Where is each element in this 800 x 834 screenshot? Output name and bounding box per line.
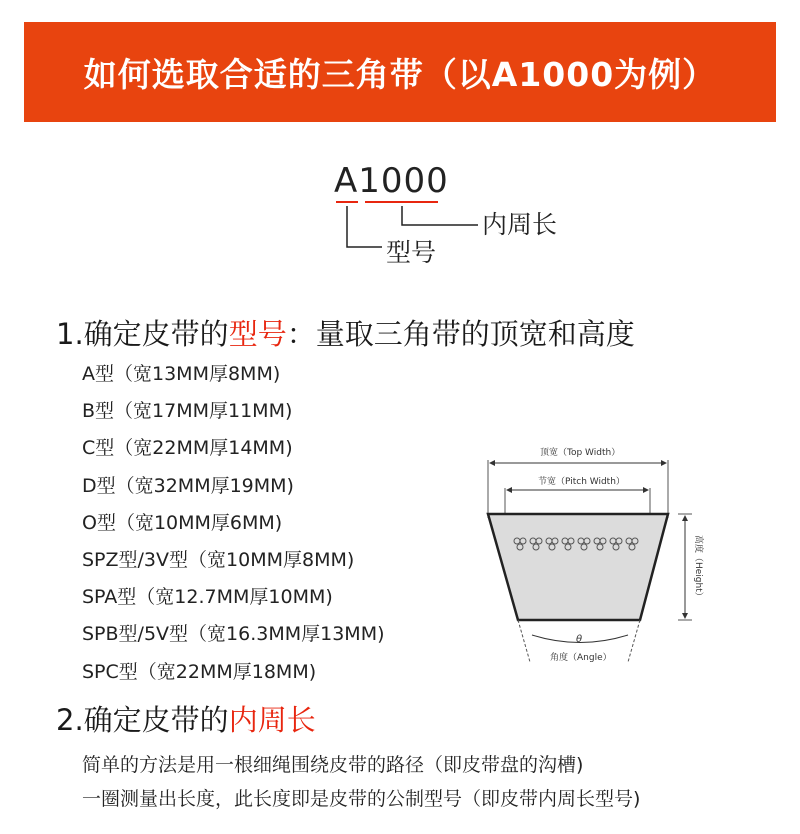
angle-symbol: θ [576, 634, 583, 645]
list-item: O型（宽10MM厚6MM) [82, 511, 283, 534]
section1-number: 1. [56, 317, 84, 351]
section2-description-line2: 一圈测量出长度，此长度即是皮带的公制型号（即皮带内周长型号) [82, 788, 641, 810]
list-item: C型（宽22MM厚14MM) [82, 437, 293, 460]
belt-type-list [82, 356, 385, 691]
section1-prefix: 确定皮带的 [83, 317, 229, 351]
belt-code: A1000 [334, 161, 449, 201]
title-banner [24, 22, 776, 122]
list-item: A型（宽13MM厚8MM) [82, 363, 281, 385]
model-label: 型号 [386, 238, 437, 267]
circumference-label: 内周长 [482, 210, 558, 239]
section1-heading [56, 312, 635, 353]
list-item: SPA型（宽12.7MM厚10MM) [82, 586, 333, 609]
pitch-width-label: 节宽（Pitch Width） [538, 477, 625, 487]
banner-title: 如何选取合适的三角带（以A1000为例） [83, 54, 717, 94]
top-width-label: 顶宽（Top Width） [540, 448, 621, 458]
section1-suffix: ：量取三角带的顶宽和高度 [286, 317, 635, 351]
angle-label: 角度（Angle） [550, 653, 612, 663]
section2-prefix: 确定皮带的 [83, 703, 229, 737]
list-item: SPC型（宽22MM厚18MM) [82, 660, 317, 683]
belt-cross-section-figure [470, 430, 710, 670]
list-item: B型（宽17MM厚11MM) [82, 400, 293, 423]
section2-heading [56, 698, 316, 739]
belt-cross-section [488, 514, 668, 620]
section2-number: 2. [56, 703, 84, 737]
section2-highlight: 内周长 [228, 703, 316, 737]
list-item: D型（宽32MM厚19MM) [82, 474, 294, 497]
section1-highlight: 型号 [228, 317, 287, 351]
section2-description-line1: 简单的方法是用一根细绳围绕皮带的路径（即皮带盘的沟槽) [82, 754, 584, 776]
list-item: SPB型/5V型（宽16.3MM厚13MM) [82, 623, 385, 646]
belt-code-diagram [320, 155, 580, 265]
height-label: 高度（Height） [693, 535, 703, 601]
list-item: SPZ型/3V型（宽10MM厚8MM) [82, 549, 355, 572]
